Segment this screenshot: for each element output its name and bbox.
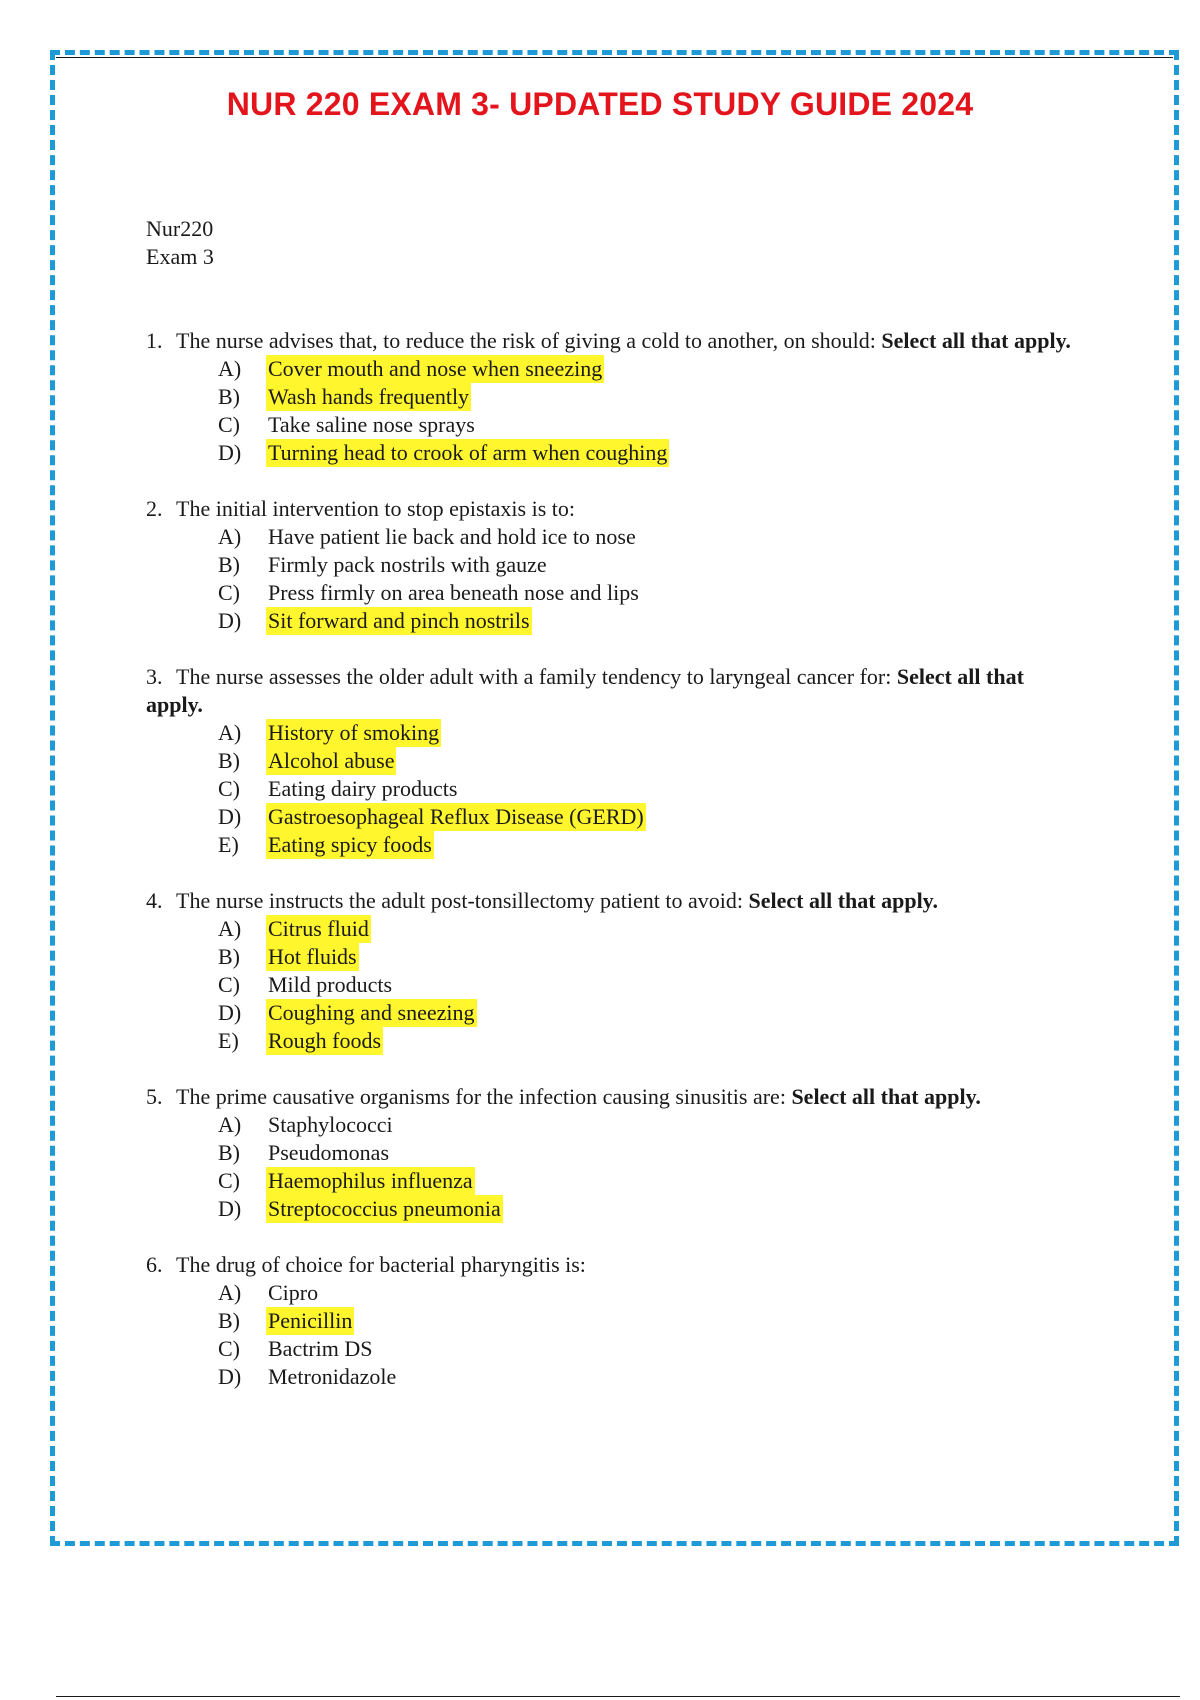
option-letter: B) <box>218 748 240 773</box>
option-text: Bactrim DS <box>268 1336 373 1361</box>
option-text-highlighted: Haemophilus influenza <box>268 1168 473 1193</box>
option-text-highlighted: Cover mouth and nose when sneezing <box>268 356 603 381</box>
answer-option <box>146 803 1086 831</box>
option-letter: A) <box>218 916 242 941</box>
option-text: Cipro <box>268 1280 319 1305</box>
answer-option <box>146 747 1086 775</box>
option-letter: E) <box>218 1028 239 1053</box>
answer-option <box>146 1363 1086 1391</box>
exam-name: Exam 3 <box>146 244 214 269</box>
option-letter: A) <box>218 720 242 745</box>
question-stem <box>146 1083 1086 1111</box>
option-letter: D) <box>218 1000 242 1025</box>
answer-option <box>146 999 1086 1027</box>
option-letter: C) <box>218 1336 240 1361</box>
option-text-highlighted: Penicillin <box>268 1308 353 1333</box>
answer-option <box>146 411 1086 439</box>
option-text-highlighted: History of smoking <box>268 720 440 745</box>
question-stem <box>146 327 1086 355</box>
answer-options <box>146 1279 1086 1391</box>
question-text: The nurse instructs the adult post-tonsillectomy patient to avoid: <box>176 888 744 913</box>
question-text: The initial intervention to stop epistaxis is to: <box>176 496 576 521</box>
option-text-highlighted: Alcohol abuse <box>268 748 395 773</box>
question-number: 3. <box>146 664 163 689</box>
option-text-highlighted: Gastroesophageal Reflux Disease (GERD) <box>268 804 644 829</box>
option-letter: D) <box>218 1196 242 1221</box>
option-letter: C) <box>218 1168 240 1193</box>
option-letter: C) <box>218 776 240 801</box>
option-text: Metronidazole <box>268 1364 397 1389</box>
answer-option <box>146 607 1086 635</box>
option-text-highlighted: Citrus fluid <box>268 916 369 941</box>
answer-option <box>146 1111 1086 1139</box>
question-4 <box>146 887 1086 1055</box>
course-header <box>146 215 1086 271</box>
answer-option <box>146 775 1086 803</box>
question-text: The nurse assesses the older adult with a family tendency to laryngeal cancer for: <box>176 664 892 689</box>
answer-option <box>146 579 1086 607</box>
document-title: NUR 220 EXAM 3- UPDATED STUDY GUIDE 2024 <box>226 86 974 122</box>
answer-option <box>146 719 1086 747</box>
answer-option <box>146 355 1086 383</box>
option-letter: C) <box>218 580 240 605</box>
question-2 <box>146 495 1086 635</box>
option-letter: D) <box>218 440 242 465</box>
question-number: 1. <box>146 328 163 353</box>
question-number: 5. <box>146 1084 163 1109</box>
answer-option <box>146 1307 1086 1335</box>
answer-options <box>146 523 1086 635</box>
option-letter: A) <box>218 1112 242 1137</box>
answer-option <box>146 383 1086 411</box>
option-text: Take saline nose sprays <box>268 412 475 437</box>
document-body <box>146 215 1086 1419</box>
option-text-highlighted: Sit forward and pinch nostrils <box>268 608 530 633</box>
question-6 <box>146 1251 1086 1391</box>
question-number: 6. <box>146 1252 163 1277</box>
select-all-instruction: Select all that apply. <box>881 328 1071 353</box>
select-all-instruction: Select all that apply. <box>748 888 938 913</box>
option-letter: E) <box>218 832 239 857</box>
question-5 <box>146 1083 1086 1223</box>
question-text: The prime causative organisms for the infection causing sinusitis are: <box>176 1084 786 1109</box>
answer-option <box>146 1139 1086 1167</box>
option-letter: C) <box>218 972 240 997</box>
select-all-instruction: Select all that apply. <box>791 1084 981 1109</box>
option-text: Eating dairy products <box>268 776 458 801</box>
answer-options <box>146 915 1086 1055</box>
option-letter: D) <box>218 804 242 829</box>
question-stem <box>146 663 1086 719</box>
option-text-highlighted: Coughing and sneezing <box>268 1000 475 1025</box>
option-letter: A) <box>218 524 242 549</box>
option-letter: B) <box>218 1308 240 1333</box>
option-text-highlighted: Rough foods <box>268 1028 382 1053</box>
answer-options <box>146 1111 1086 1223</box>
option-text-highlighted: Eating spicy foods <box>268 832 432 857</box>
question-number: 2. <box>146 496 163 521</box>
option-letter: B) <box>218 552 240 577</box>
answer-options <box>146 719 1086 859</box>
answer-option <box>146 915 1086 943</box>
option-text: Firmly pack nostrils with gauze <box>268 552 547 577</box>
page-bottom-rule <box>56 1696 1180 1697</box>
answer-option <box>146 523 1086 551</box>
question-1 <box>146 327 1086 467</box>
course-name: Nur220 <box>146 216 214 241</box>
question-3 <box>146 663 1086 859</box>
question-number: 4. <box>146 888 163 913</box>
answer-option <box>146 439 1086 467</box>
answer-options <box>146 355 1086 467</box>
border-inner-line <box>56 57 1173 58</box>
answer-option <box>146 831 1086 859</box>
answer-option <box>146 1335 1086 1363</box>
option-text: Have patient lie back and hold ice to nose <box>268 524 636 549</box>
option-text-highlighted: Hot fluids <box>268 944 357 969</box>
option-letter: C) <box>218 412 240 437</box>
question-stem <box>146 887 1086 915</box>
option-text: Staphylococci <box>268 1112 393 1137</box>
option-letter: D) <box>218 1364 242 1389</box>
answer-option <box>146 1167 1086 1195</box>
answer-option <box>146 943 1086 971</box>
option-letter: A) <box>218 356 242 381</box>
answer-option <box>146 971 1086 999</box>
question-stem <box>146 1251 1086 1279</box>
option-text: Pseudomonas <box>268 1140 389 1165</box>
option-letter: B) <box>218 384 240 409</box>
answer-option <box>146 1027 1086 1055</box>
option-letter: A) <box>218 1280 242 1305</box>
option-letter: B) <box>218 944 240 969</box>
option-text-highlighted: Turning head to crook of arm when coughing <box>268 440 668 465</box>
option-letter: D) <box>218 608 242 633</box>
question-text: The drug of choice for bacterial pharyngitis is: <box>176 1252 586 1277</box>
question-list <box>146 327 1086 1391</box>
select-all-instruction: Select all that apply. <box>146 664 1024 717</box>
option-text: Press firmly on area beneath nose and lips <box>268 580 639 605</box>
answer-option <box>146 551 1086 579</box>
option-letter: B) <box>218 1140 240 1165</box>
question-text: The nurse advises that, to reduce the risk of giving a cold to another, on should: <box>176 328 876 353</box>
option-text-highlighted: Streptococcius pneumonia <box>268 1196 501 1221</box>
question-stem <box>146 495 1086 523</box>
option-text: Mild products <box>268 972 393 997</box>
answer-option <box>146 1279 1086 1307</box>
option-text-highlighted: Wash hands frequently <box>268 384 470 409</box>
answer-option <box>146 1195 1086 1223</box>
